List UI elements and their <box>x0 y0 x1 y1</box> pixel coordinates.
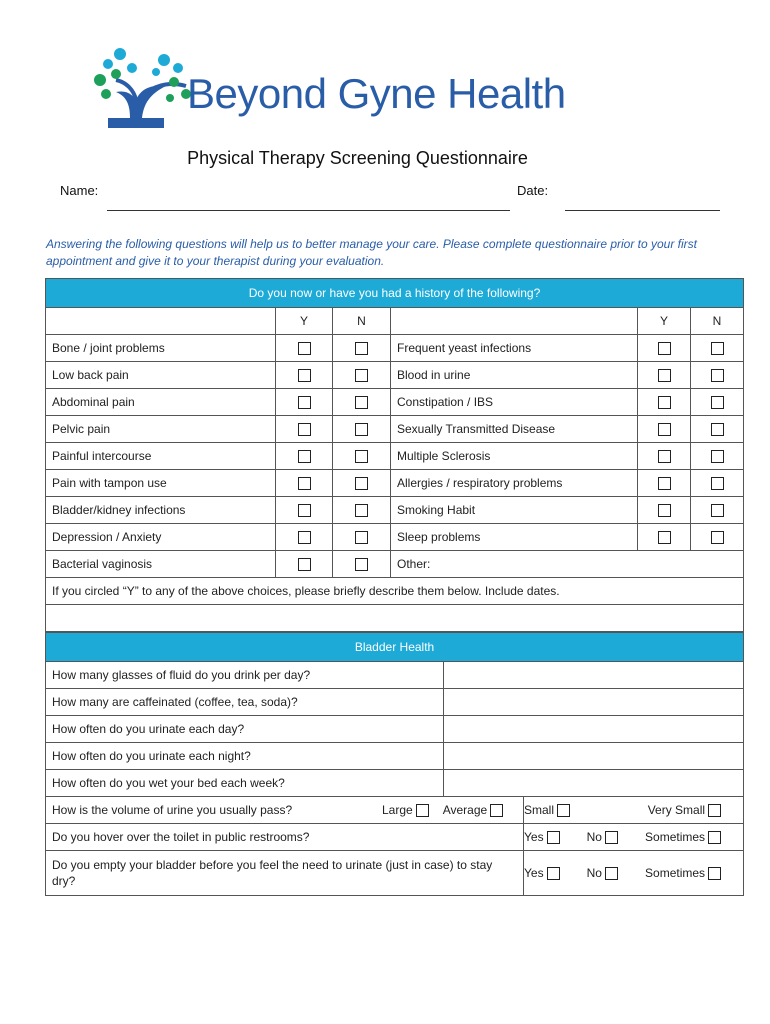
condition-label: Sexually Transmitted Disease <box>391 416 638 443</box>
date-label: Date: <box>517 183 549 198</box>
condition-label: Multiple Sclerosis <box>391 443 638 470</box>
yes-checkbox[interactable] <box>298 396 311 409</box>
empty-yes-option[interactable]: Yes <box>524 866 560 880</box>
bladder-table <box>45 632 744 896</box>
followup-answer-field[interactable] <box>46 605 744 632</box>
intro-text: Answering the following questions will help us to better manage your care. Please complete questionnaire prior to your first appointment and give it to your therapist during your evaluation. <box>46 237 698 268</box>
condition-label: Constipation / IBS <box>391 389 638 416</box>
checkbox[interactable] <box>605 831 618 844</box>
condition-label: Painful intercourse <box>46 443 276 470</box>
name-field[interactable] <box>107 210 510 211</box>
condition-label: Smoking Habit <box>391 497 638 524</box>
checkbox[interactable] <box>416 804 429 817</box>
yes-checkbox[interactable] <box>298 531 311 544</box>
history-row <box>46 416 744 443</box>
hover-question: Do you hover over the toilet in public restrooms? <box>46 824 524 851</box>
no-checkbox[interactable] <box>355 504 368 517</box>
bladder-question: How many glasses of fluid do you drink per day? <box>46 662 444 689</box>
col-n-label: N <box>333 308 391 335</box>
condition-label: Pelvic pain <box>46 416 276 443</box>
condition-label: Bone / joint problems <box>46 335 276 362</box>
history-row <box>46 335 744 362</box>
bladder-question: How many are caffeinated (coffee, tea, soda)? <box>46 689 444 716</box>
condition-label: Blood in urine <box>391 362 638 389</box>
volume-large-option[interactable]: Large <box>382 803 429 817</box>
hover-yes-option[interactable]: Yes <box>524 830 560 844</box>
bladder-question-row <box>46 689 744 716</box>
checkbox[interactable] <box>557 804 570 817</box>
bladder-answer-field[interactable] <box>444 770 744 797</box>
checkbox[interactable] <box>547 831 560 844</box>
yes-checkbox[interactable] <box>658 531 671 544</box>
bladder-answer-field[interactable] <box>444 716 744 743</box>
no-checkbox[interactable] <box>711 450 724 463</box>
yes-checkbox[interactable] <box>298 504 311 517</box>
yes-checkbox[interactable] <box>298 342 311 355</box>
no-checkbox[interactable] <box>711 423 724 436</box>
history-row <box>46 524 744 551</box>
other-field[interactable]: Other: <box>391 551 744 578</box>
history-row <box>46 362 744 389</box>
yes-checkbox[interactable] <box>658 423 671 436</box>
condition-label: Pain with tampon use <box>46 470 276 497</box>
bladder-question-row <box>46 770 744 797</box>
hover-sometimes-option[interactable]: Sometimes <box>645 830 721 844</box>
yes-checkbox[interactable] <box>658 504 671 517</box>
col-y-label: Y <box>276 308 333 335</box>
bladder-answer-field[interactable] <box>444 689 744 716</box>
checkbox[interactable] <box>708 804 721 817</box>
bladder-question-row <box>46 743 744 770</box>
no-checkbox[interactable] <box>355 369 368 382</box>
hover-no-option[interactable]: No <box>587 830 618 844</box>
yes-checkbox[interactable] <box>298 558 311 571</box>
history-row <box>46 443 744 470</box>
date-field[interactable] <box>565 210 720 211</box>
empty-sometimes-option[interactable]: Sometimes <box>645 866 721 880</box>
yes-checkbox[interactable] <box>298 369 311 382</box>
history-row <box>46 470 744 497</box>
bladder-answer-field[interactable] <box>444 662 744 689</box>
checkbox[interactable] <box>547 867 560 880</box>
no-checkbox[interactable] <box>711 531 724 544</box>
no-checkbox[interactable] <box>711 342 724 355</box>
history-table <box>45 278 744 632</box>
empty-no-option[interactable]: No <box>587 866 618 880</box>
condition-label: Abdominal pain <box>46 389 276 416</box>
history-header: Do you now or have you had a history of the following? <box>46 279 744 308</box>
checkbox[interactable] <box>490 804 503 817</box>
bladder-answer-field[interactable] <box>444 743 744 770</box>
no-checkbox[interactable] <box>355 396 368 409</box>
brand-name: Beyond Gyne Health <box>187 70 566 117</box>
condition-label: Bacterial vaginosis <box>46 551 276 578</box>
empty-question: Do you empty your bladder before you feel the need to urinate (just in case) to stay dry? <box>46 851 524 896</box>
bladder-question: How often do you urinate each day? <box>46 716 444 743</box>
col-y-label: Y <box>638 308 691 335</box>
name-label: Name: <box>60 183 99 198</box>
history-row <box>46 389 744 416</box>
history-row <box>46 497 744 524</box>
no-checkbox[interactable] <box>711 477 724 490</box>
no-checkbox[interactable] <box>355 450 368 463</box>
no-checkbox[interactable] <box>355 342 368 355</box>
checkbox[interactable] <box>605 867 618 880</box>
no-checkbox[interactable] <box>355 423 368 436</box>
no-checkbox[interactable] <box>355 558 368 571</box>
volume-average-option[interactable]: Average <box>443 803 503 817</box>
volume-very-small-option[interactable]: Very Small <box>648 803 721 817</box>
condition-label: Allergies / respiratory problems <box>391 470 638 497</box>
checkbox[interactable] <box>708 831 721 844</box>
yes-checkbox[interactable] <box>298 477 311 490</box>
condition-label: Bladder/kidney infections <box>46 497 276 524</box>
no-checkbox[interactable] <box>711 504 724 517</box>
no-checkbox[interactable] <box>711 369 724 382</box>
history-row <box>46 551 744 578</box>
yes-checkbox[interactable] <box>658 342 671 355</box>
bladder-header: Bladder Health <box>46 633 744 662</box>
condition-label: Depression / Anxiety <box>46 524 276 551</box>
yes-checkbox[interactable] <box>298 423 311 436</box>
yes-checkbox[interactable] <box>658 396 671 409</box>
condition-label: Frequent yeast infections <box>391 335 638 362</box>
page-title: Physical Therapy Screening Questionnaire <box>187 148 528 168</box>
bladder-question: How often do you wet your bed each week? <box>46 770 444 797</box>
condition-label: Sleep problems <box>391 524 638 551</box>
bladder-question: How often do you urinate each night? <box>46 743 444 770</box>
yes-checkbox[interactable] <box>658 450 671 463</box>
no-checkbox[interactable] <box>711 396 724 409</box>
col-n-label: N <box>691 308 744 335</box>
bladder-question-row <box>46 662 744 689</box>
bladder-question-row <box>46 716 744 743</box>
volume-small-option[interactable]: Small <box>524 803 570 817</box>
yes-checkbox[interactable] <box>658 477 671 490</box>
volume-question <box>46 797 524 824</box>
condition-label: Low back pain <box>46 362 276 389</box>
volume-question-text: How is the volume of urine you usually pass? <box>52 802 293 817</box>
no-checkbox[interactable] <box>355 531 368 544</box>
no-checkbox[interactable] <box>355 477 368 490</box>
followup-text: If you circled “Y” to any of the above choices, please briefly describe them below. Include dates. <box>46 578 744 605</box>
yes-checkbox[interactable] <box>298 450 311 463</box>
checkbox[interactable] <box>708 867 721 880</box>
yes-checkbox[interactable] <box>658 369 671 382</box>
tree-logo-icon <box>86 46 196 132</box>
